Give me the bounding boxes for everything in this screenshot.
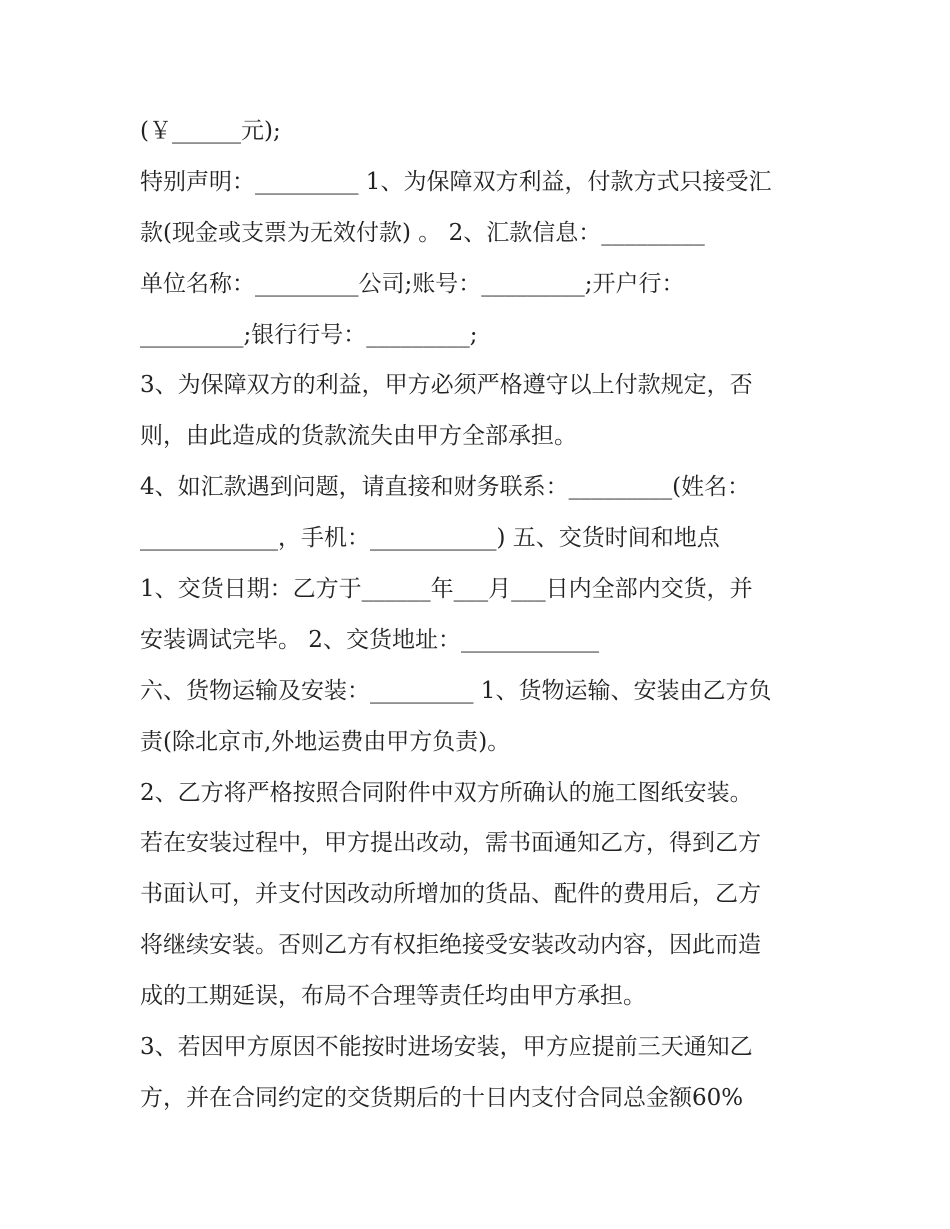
text-line: 3、若因甲方原因不能按时进场安装，甲方应提前三天通知乙 <box>140 1034 753 1061</box>
text-line: 3、为保障双方的利益，甲方必须严格遵守以上付款规定，否 <box>140 372 753 399</box>
text-line: 方，并在合同约定的交货期后的十日内支付合同总金额60% <box>140 1084 744 1111</box>
text-line: ____________，手机：___________) 五、交货时间和地点 <box>140 525 720 552</box>
text-line: 2、乙方将严格按照合同附件中双方所确认的施工图纸安装。 <box>140 779 753 806</box>
text-line: (￥______元); <box>140 118 281 144</box>
text-line: 若在安装过程中，甲方提出改动，需书面通知乙方，得到乙方 <box>140 830 761 857</box>
text-line: 款(现金或支票为无效付款) 。 2、汇款信息：_________ <box>140 219 705 246</box>
text-line: 则，由此造成的货款流失由甲方全部承担。 <box>140 423 577 450</box>
text-line: 4、如汇款遇到问题，请直接和财务联系：_________(姓名： <box>140 474 751 501</box>
text-line: 安装调试完毕。 2、交货地址：____________ <box>140 626 599 653</box>
contract-text <box>140 106 820 1124</box>
text-line: 成的工期延误，布局不合理等责任均由甲方承担。 <box>140 983 646 1010</box>
text-line: 六、货物运输及安装：_________ 1、货物运输、安装由乙方负 <box>140 677 772 704</box>
text-line: _________;银行行号：_________; <box>140 321 478 348</box>
text-line: 特别声明：_________ 1、为保障双方利益，付款方式只接受汇 <box>140 168 772 195</box>
text-line: 责(除北京市,外地运费由甲方负责)。 <box>140 728 511 755</box>
text-line: 单位名称：_________公司;账号：_________;开户行： <box>140 270 685 297</box>
text-line: 1、交货日期：乙方于______年___月___日内全部内交货，并 <box>140 576 753 603</box>
text-line: 书面认可，并支付因改动所增加的货品、配件的费用后，乙方 <box>140 881 761 908</box>
text-line: 将继续安装。否则乙方有权拒绝接受安装改动内容，因此而造 <box>140 932 761 959</box>
